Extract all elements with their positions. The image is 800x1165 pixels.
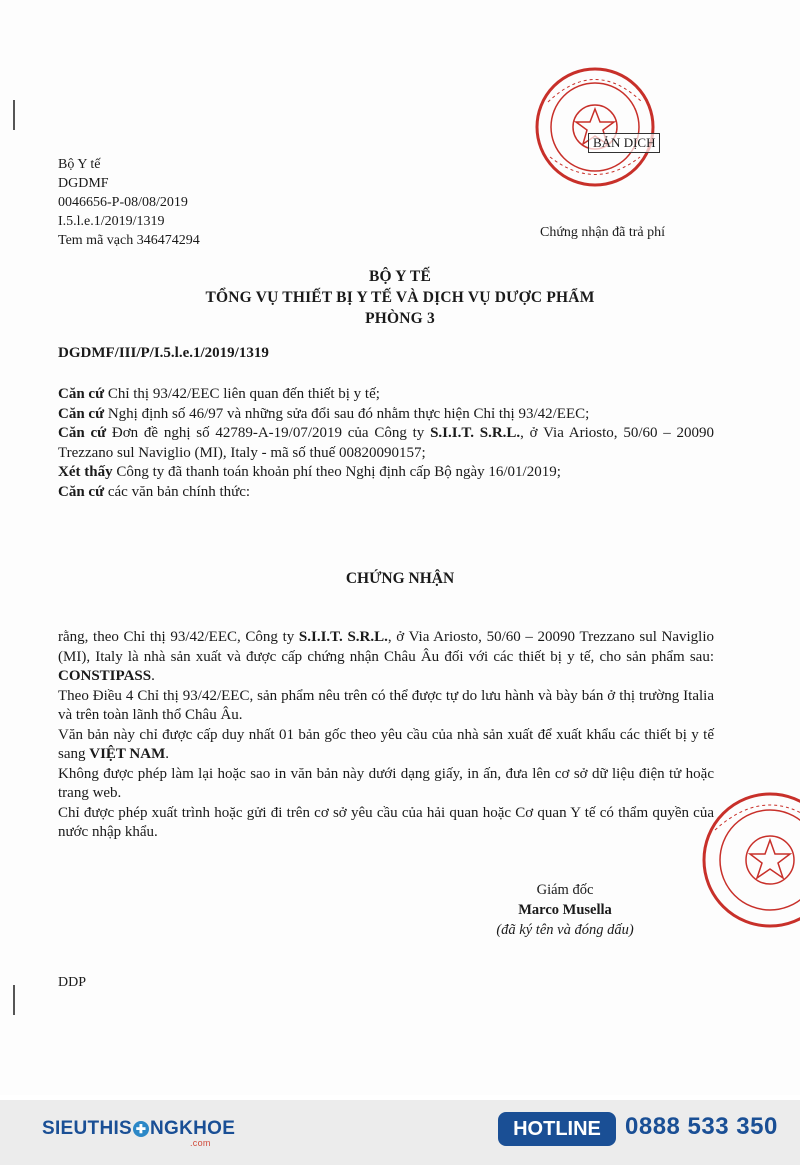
meta-line: 0046656-P-08/08/2019 (58, 195, 188, 210)
signature-block (470, 880, 660, 940)
preamble-item: Căn cứ Nghị định số 46/97 và những sửa đổi sau đó nhằm thực hiện Chỉ thị 93/42/EEC; (58, 405, 590, 422)
body-paragraph: Không được phép làm lại hoặc sao in văn bản này dưới dạng giấy, in ấn, đưa lên cơ sở dữ liệu điện tử hoặc trang web. (58, 765, 714, 801)
brand-banner (0, 1100, 800, 1165)
site-logo[interactable]: SIEUTHIS ✚ NGKHOE .com (42, 1118, 236, 1148)
scan-mark-bottom (13, 985, 15, 1015)
header-line-2: TỔNG VỤ THIẾT BỊ Y TẾ VÀ DỊCH VỤ DƯỢC PHẨM (205, 289, 595, 306)
header-line-3: PHÒNG 3 (365, 310, 435, 327)
meta-line: Tem mã vạch 346474294 (58, 233, 200, 248)
logo-suffix: .com (190, 1138, 211, 1148)
document-meta (58, 155, 200, 250)
signature-note: (đã ký tên và đóng dấu) (496, 922, 634, 938)
signer-role: Giám đốc (536, 882, 594, 898)
preamble-item: Xét thấy Công ty đã thanh toán khoản phí theo Nghị định cấp Bộ ngày 16/01/2019; (58, 464, 561, 480)
preamble-item: Căn cứ Đơn đề nghị số 42789-A-19/07/2019 của Công ty S.I.I.T. S.R.L., ở Via Ariosto, 50/60 – 20090 Trezzano sul Naviglio (MI), Italy - mã số thuế 00820090157; (58, 425, 715, 461)
preamble (58, 385, 714, 502)
signer-name: Marco Musella (518, 902, 612, 918)
preamble-item: Căn cứ các văn bản chính thức: (58, 483, 251, 500)
footer-code: DDP (58, 975, 87, 990)
body-paragraph: Chỉ được phép xuất trình hoặc gửi đi trên cơ sở yêu cầu của hải quan hoặc Cơ quan Y tế có thẩm quyền của nước nhập khẩu. (58, 804, 714, 840)
preamble-item: Căn cứ Chỉ thị 93/42/EEC liên quan đến thiết bị y tế; (58, 386, 380, 402)
certificate-body (58, 628, 714, 843)
body-paragraph: Theo Điều 4 Chỉ thị 93/42/EEC, sản phẩm nêu trên có thể được tự do lưu hành và bày bán ở thị trường Italia và trên toàn lãnh thổ Châu Âu. (58, 687, 714, 723)
hotline-button[interactable]: HOTLINE (498, 1112, 616, 1146)
meta-line: I.5.l.e.1/2019/1319 (58, 214, 165, 229)
paid-note: Chứng nhận đã trả phí (540, 225, 666, 240)
plus-icon: ✚ (133, 1121, 149, 1137)
meta-line: DGDMF (58, 176, 109, 191)
hotline-phone[interactable]: 0888 533 350 (625, 1113, 778, 1140)
certificate-title: CHỨNG NHẬN (345, 570, 455, 587)
body-paragraph: rằng, theo Chỉ thị 93/42/EEC, Công ty S.I.I.T. S.R.L., ở Via Ariosto, 50/60 – 20090 Trezzano sul Naviglio (MI), Italy là nhà sản xuất và được cấp chứng nhận Châu Âu đối với các thiết bị y tế, cho sản phẩm sau: CONSTIPASS. (58, 629, 715, 684)
stamp-label: BẢN DỊCH (588, 133, 660, 153)
scan-mark-top (13, 100, 15, 130)
meta-line: Bộ Y tế (58, 157, 101, 172)
reference-number: DGDMF/III/P/I.5.l.e.1/2019/1319 (58, 345, 269, 361)
header-line-1: BỘ Y TẾ (369, 268, 431, 285)
body-paragraph: Văn bản này chỉ được cấp duy nhất 01 bản gốc theo yêu cầu của nhà sản xuất để xuất khẩu các thiết bị y tế sang VIỆT NAM. (58, 726, 714, 762)
